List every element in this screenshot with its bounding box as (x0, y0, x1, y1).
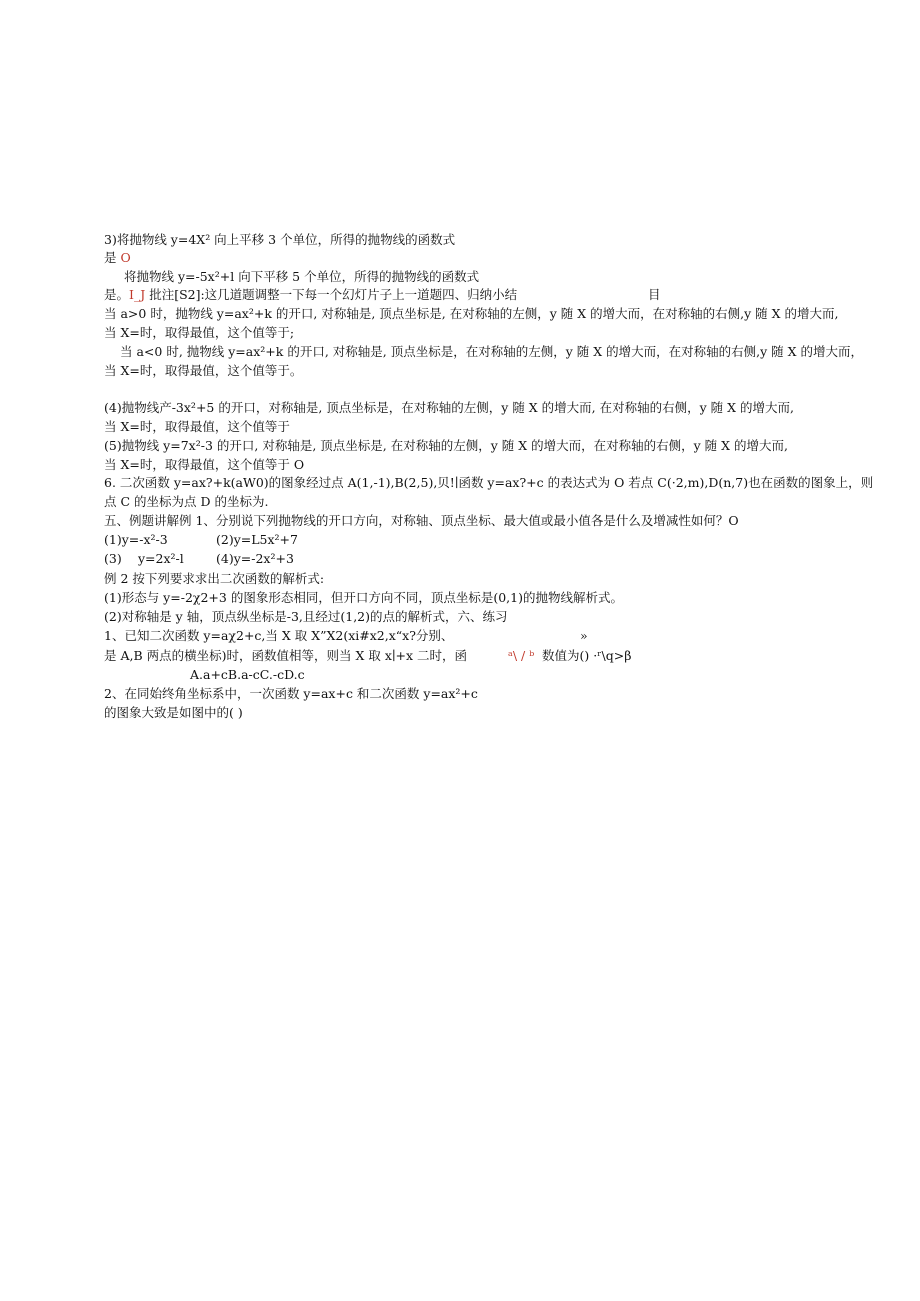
text-line (508, 647, 534, 665)
text-line (104, 493, 268, 511)
text-line (104, 437, 788, 455)
text-line (104, 231, 455, 249)
text-line (104, 286, 517, 304)
line-text: 是 A,B 两点的横坐标)时，函数值相等，则当 X 取 x∣+x 二时，函 (104, 648, 468, 663)
text-line (104, 531, 168, 549)
text-line (104, 550, 122, 568)
text-line (124, 268, 479, 286)
line-text: 例 2 按下列要求求出二次函数的解析式: (104, 571, 325, 586)
text-line (648, 286, 661, 304)
line-text: (1)形态与 y=-2χ2+3 的图象形态相同，但开口方向不同，顶点坐标是(0,1)的抛物线解析式。 (104, 590, 623, 605)
text-line (104, 647, 467, 665)
text-line (104, 324, 294, 342)
line-text: (2)对称轴是 y 轴，顶点纵坐标是-3,且经过(1,2)的点的解析式，六、练习 (104, 609, 508, 624)
line-text: 2、在同始终角坐标系中，一次函数 y=ax+c 和二次函数 y=ax²+c (104, 686, 478, 701)
line-text: 当 X=时，取得最值，这个值等于 O (104, 457, 305, 472)
text-line (104, 512, 739, 530)
line-text: 数值为() ·ʳ\q>β (542, 648, 632, 663)
line-text: 将抛物线 y=-5x²+l 向下平移 5 个单位，所得的抛物线的函数式 (124, 269, 480, 284)
text-line (580, 627, 588, 645)
text-line (104, 685, 478, 703)
line-text: 当 X=时，取得最值，这个值等于; (104, 325, 295, 340)
text-line (120, 343, 863, 361)
line-text: 6. 二次函数 y=ax?+k(aW0)的图象经过点 A(1,-1),B(2,5),贝!∣函数 y=ax?+c 的表达式为 O 若点 C(·2,m),D(n,7)也在函数的图象上，则 (104, 475, 874, 490)
text-line (216, 550, 294, 568)
line-text: 1、已知二次函数 y=aχ2+c,当 X 取 X”X2(xi#x2,x“x?分别、 (104, 628, 454, 643)
answer-options: A.a+cB.a-cC.-cD.c (190, 667, 305, 682)
text-line (104, 608, 508, 626)
line-text: ᵃ\ / ᵇ (508, 648, 535, 663)
text-line (104, 399, 794, 417)
text-line (104, 362, 302, 380)
line-text: 是。 (104, 287, 130, 302)
line-text: 目 (648, 287, 661, 302)
line-text: (3) (104, 551, 122, 566)
line-text: 当 X=时，取得最值，这个值等于。 (104, 363, 303, 378)
line-text: 3)将抛物线 y=4X² 向上平移 3 个单位，所得的抛物线的函数式 (104, 232, 456, 247)
line-text: 点 C 的坐标为点 D 的坐标为. (104, 494, 269, 509)
line-text: 当 a<0 时, 抛物线 y=ax²+k 的开口, 对称轴是, 顶点坐标是，在对称轴的左侧，y 随 X 的增大而，在对称轴的右侧,y 随 X 的增大而， (120, 344, 863, 359)
text-line (216, 531, 298, 549)
text-line (104, 474, 873, 492)
text-line (104, 249, 131, 267)
text-line (190, 666, 305, 684)
line-text: 的图象大致是如图中的( ) (104, 705, 243, 720)
line-text: (2)y=L5x²+7 (216, 532, 298, 547)
line-text: 是 (104, 250, 117, 265)
line-text: (4)抛物线产-3x²+5 的开口，对称轴是, 顶点坐标是，在对称轴的左侧，y 随 X 的增大而, 在对称轴的右侧，y 随 X 的增大而, (104, 400, 794, 415)
line-text: 五、例题讲解例 1、分别说下列抛物线的开口方向，对称轴、顶点坐标、最大值或最小值各是什么及增减性如何？O (104, 513, 739, 528)
red-mark: O (120, 250, 131, 265)
text-line (104, 627, 453, 645)
line-text: 当 a>0 时，抛物线 y=ax²+k 的开口, 对称轴是, 顶点坐标是, 在对称轴的左侧，y 随 X 的增大而，在对称轴的右侧,y 随 X 的增大而, (104, 306, 839, 321)
text-line (104, 570, 324, 588)
line-text: (4)y=-2x²+3 (216, 551, 294, 566)
text-line (104, 456, 304, 474)
text-line (138, 550, 184, 568)
comment-marker: I_J (129, 287, 146, 302)
line-text: 当 X=时，取得最值，这个值等于 (104, 419, 290, 434)
text-line (104, 418, 290, 436)
text-line (104, 704, 243, 722)
comment-text: 批注[S2]:这几道题调整一下每一个幻灯片子上一道题四、归纳小结 (145, 287, 518, 302)
line-text: y=2x²-l (138, 551, 184, 566)
text-line (104, 305, 838, 323)
text-line (104, 589, 623, 607)
line-text: (5)抛物线 y=7x²-3 的开口, 对称轴是, 顶点坐标是, 在对称轴的左侧，y 随 X 的增大而，在对称轴的右侧，y 随 X 的增大而, (104, 438, 788, 453)
text-line (542, 647, 631, 665)
line-text: (1)y=-x²-3 (104, 532, 168, 547)
line-text: » (580, 628, 588, 643)
